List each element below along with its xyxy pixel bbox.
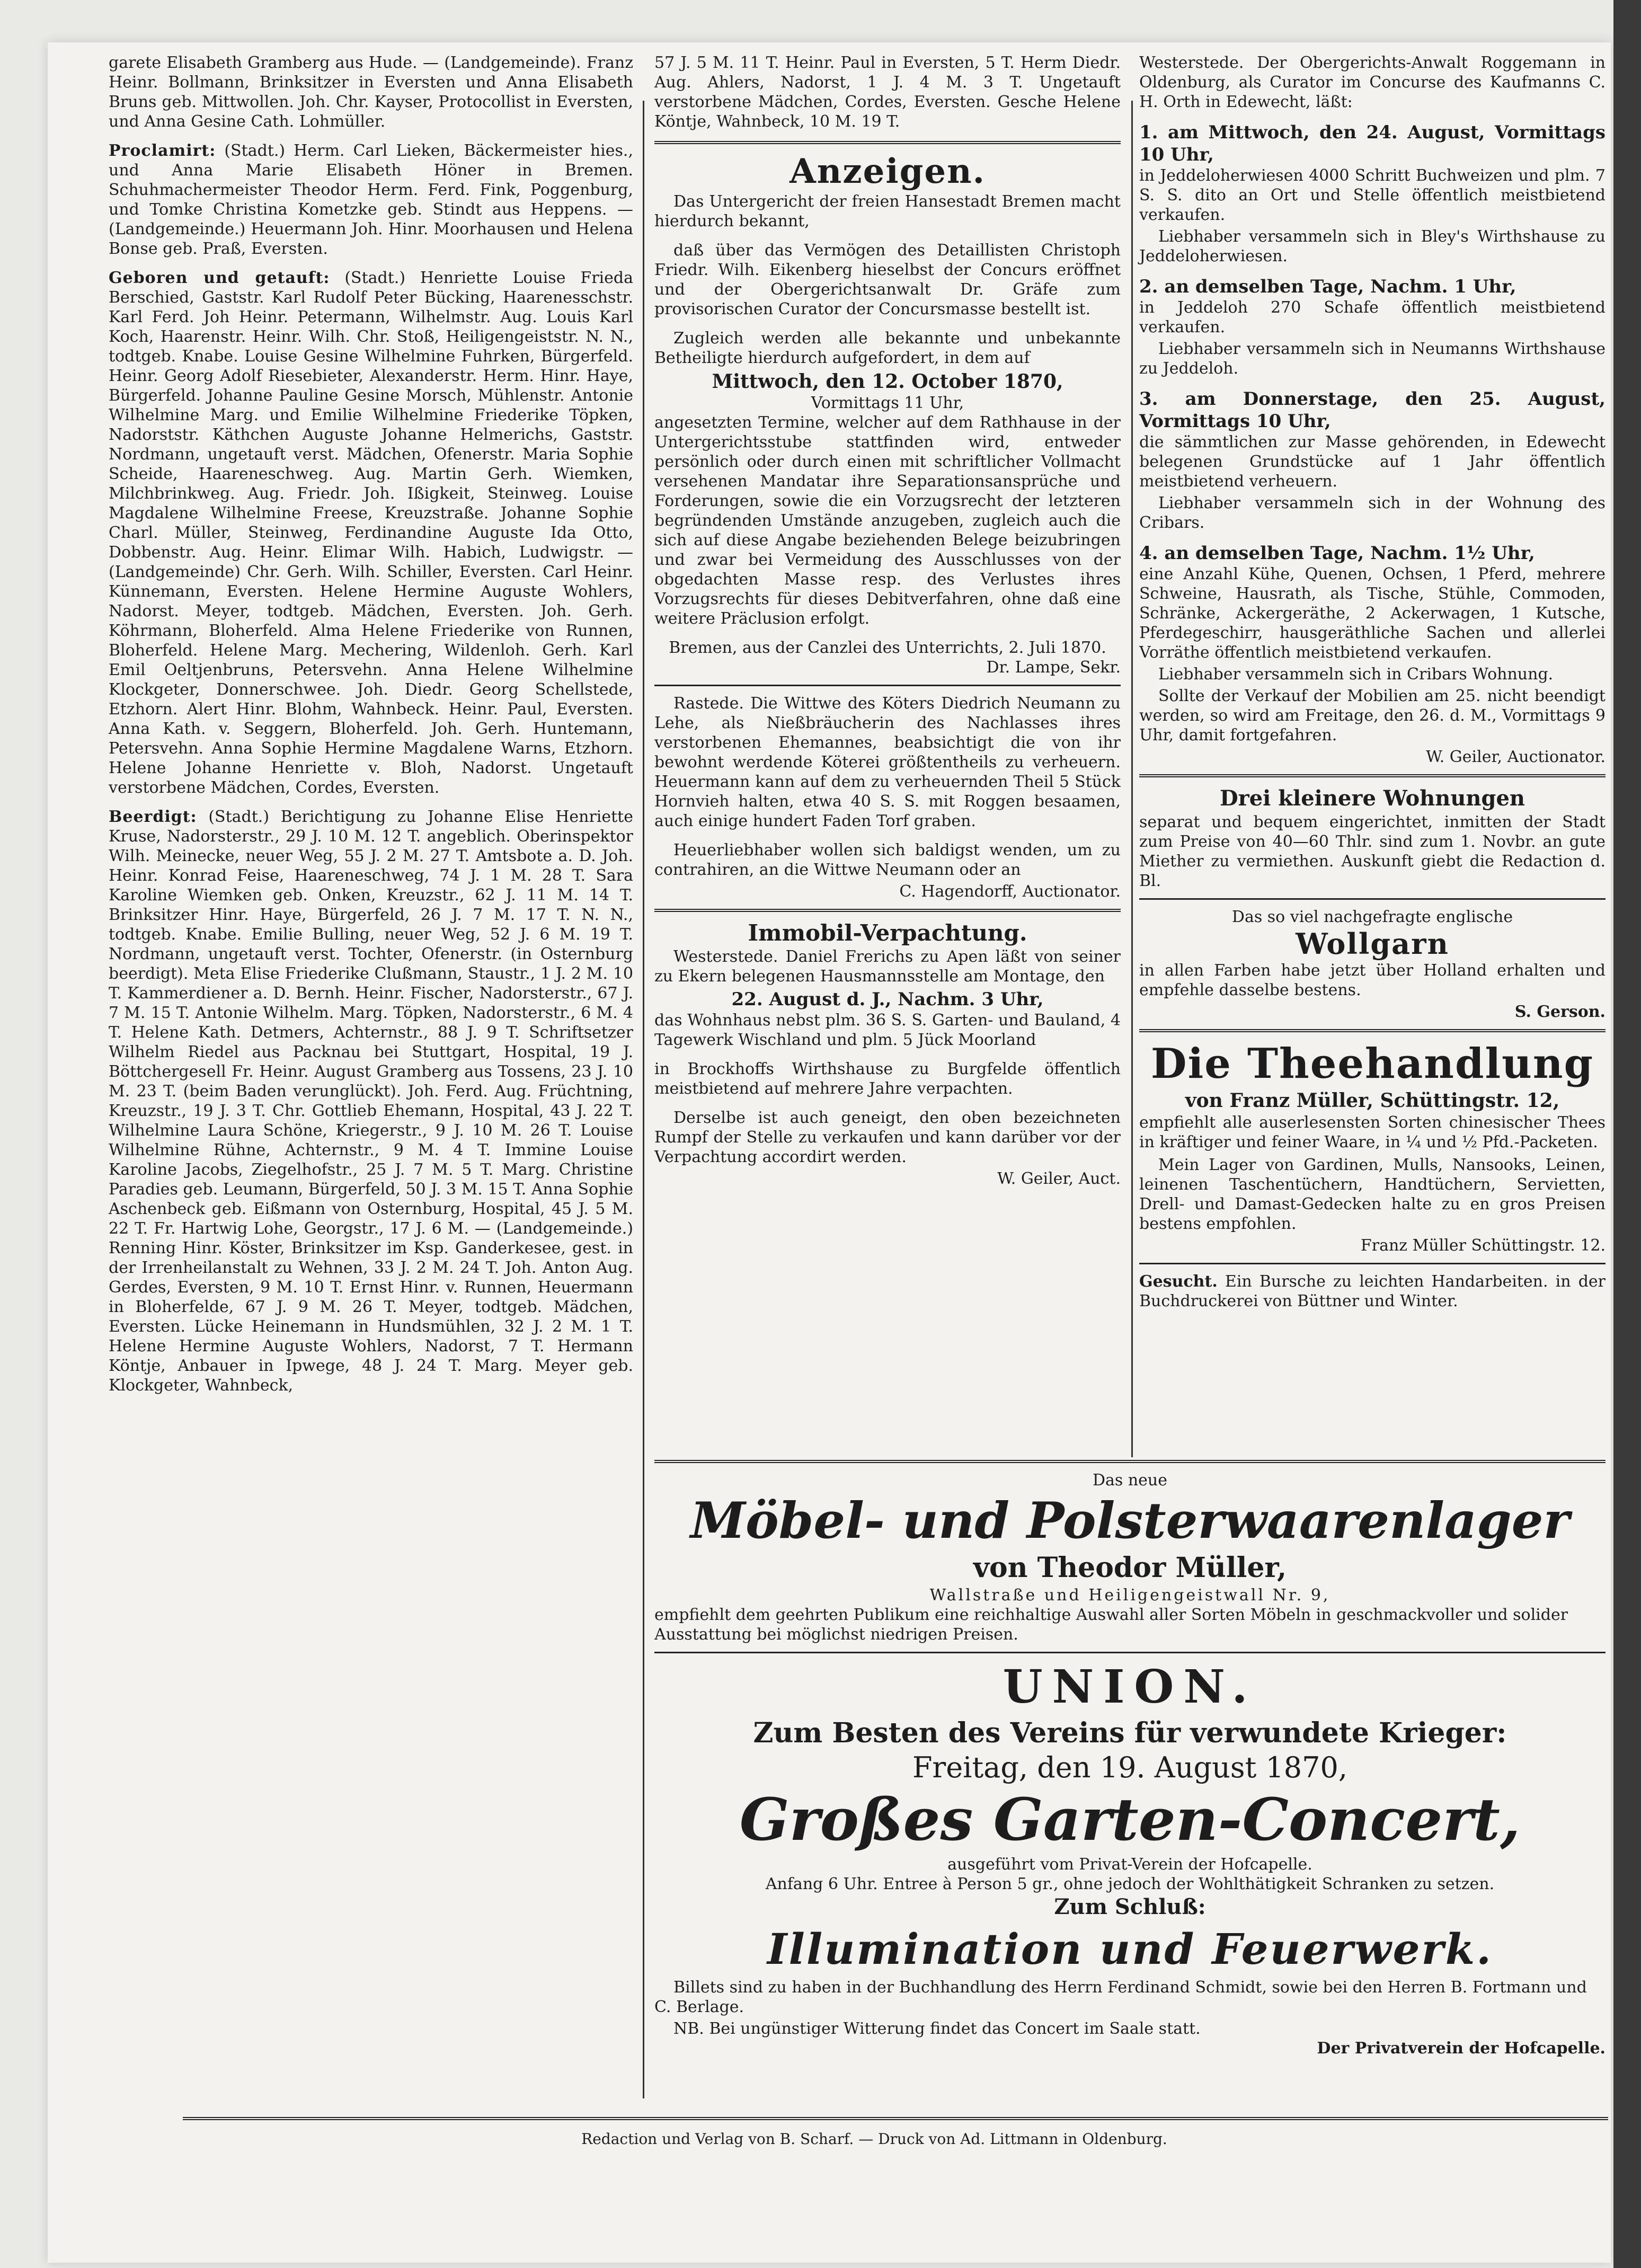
divider: [654, 1652, 1605, 1653]
wide-advertisements: [654, 1460, 1605, 2058]
column-rule-left: [643, 101, 644, 2098]
notice-bremen-intro: Das Untergericht der freien Hansestadt Bremen macht hierdurch bekannt,: [654, 192, 1121, 231]
auction-item-4-heading: 4. an demselben Tage, Nachm. 1½ Uhr,: [1139, 543, 1535, 564]
concert-finale: Illumination und Feuerwerk.: [767, 1924, 1493, 1974]
union-date: Freitag, den 19. August 1870,: [912, 1751, 1348, 1784]
auction-item-2-text: in Jeddeloh 270 Schafe öffentlich meistbietend verkaufen.: [1139, 298, 1605, 336]
geboren-heading: Geboren und getauft:: [109, 269, 330, 287]
theehandlung-lager: Mein Lager von Gardinen, Mulls, Nansooks, Leinen, leinenen Taschentüchern, Handtüchern, Servietten, Drell- und Damast-Gedecken halte zu en gros Preisen bestens empfohlen.: [1139, 1156, 1605, 1233]
wohnungen-text: separat und bequem eingerichtet, inmitten der Stadt zum Preise von 40—60 Thlr. sind zum 1. Novbr. an gute Miether zu vermiethen. Auskunft giebt die Redaction d. Bl.: [1139, 813, 1605, 890]
notice-bremen-terms: angesetzten Termine, welcher auf dem Rathhause in der Untergerichtsstube stattfinden wird, entweder persönlich oder durch einen mit schriftlicher Vollmacht versehenen Mandatar ihre Separationsansprüche und Forderungen, sowie die ein Vorzugsrecht der letzteren begründenden Umstände anzugeben, zugleich auch die sich auf diese Angabe beziehenden Belege beizubringen und zwar bei Vermeidung des Ausschlusses von der obgedachten Masse resp. des Verlustes ihres Vorzugsrechts für dieses Debitverfahren, ohne daß eine weitere Präclusion erfolgt.: [654, 413, 1121, 628]
verpachtung-date: 22. August d. J., Nachm. 3 Uhr,: [731, 989, 1044, 1010]
column-left: [109, 53, 633, 1405]
wollgarn-signature: S. Gerson.: [1514, 1003, 1605, 1021]
geboren-text: (Stadt.) Henriette Louise Frieda Berschied, Gaststr. Karl Rudolf Peter Bücking, Haarenesschstr. Karl Ferd. Joh Heinr. Petermann, Wilhelmstr. Aug. Louis Karl Koch, Haarenstr. Heinr. Wilh. Chr. Stoß, Heiligengeiststr. N. N., todtgeb. Knabe. Louise Gesine Wilhelmine Fuhrken, Bürgerfeld. Heinr. Georg Adolf Riesebieter, Alexanderstr. Herm. Hinr. Haye, Bürgerfeld. Johanne Pauline Gesine Morsch, Mühlenstr. Antonie Wilhelmine Marg. und Emilie Wilhelmine Friederike Töpken, Nadorststr. Käthchen Auguste Johanne Helmerichs, Gaststr. Nordmann, ungetauft verst. Mädchen, Ofenerstr. Maria Sophie Scheide, Haareneschweg. Aug. Martin Gerh. Wiemken, Milchbrinkweg. Aug. Friedr. Joh. Ißigkeit, Steinweg. Louise Magdalene Wilhelmine Freese, Kreuzstraße. Johanne Sophie Charl. Müller, Steinweg, Ferdinandine Auguste Ida Otto, Dobbenstr. Aug. Heinr. Elimar Wilh. Habich, Ludwigstr. — (Landgemeinde) Chr. Gerh. Wilh. Schiller, Eversten. Carl Heinr. Künnemann, Eversten. Helene Hermine Auguste Wohlers, Nadorst. Meyer, todtgeb. Mädchen, Eversten. Joh. Gerh. Köhrmann, Bloherfeld. Alma Helene Friederike von Runnen, Bloherfeld. Helene Marg. Mechering, Wildenloh. Gerh. Karl Emil Oeltjenbruns, Petersvehn. Anna Helene Wilhelmine Klockgeter, Donnerschwee. Joh. Diedr. Georg Schellstede, Etzhorn. Alert Hinr. Blohm, Wahnbeck. Heinr. Paul, Eversten. Anna Kath. v. Seggern, Bloherfeld. Joh. Gerh. Huntemann, Petersvehn. Anna Sophie Hermine Magdalene Warns, Etzhorn. Helene Johanne Henriette v. Bloh, Nadorst. Ungetauft verstorbene Mädchen, Cordes, Eversten.: [109, 269, 633, 797]
beerdigt-heading: Beerdigt:: [109, 808, 197, 826]
beerdigt-section: [109, 807, 633, 1395]
auction-item-3-text: die sämmtlichen zur Masse gehörenden, in Edewecht belegenen Grundstücke auf 1 Jahr öffentlich meistbietend verheuern.: [1139, 433, 1605, 491]
gesucht-notice: [1139, 1272, 1605, 1311]
theehandlung-title: Die Theehandlung: [1150, 1040, 1594, 1088]
moebel-das-neue: Das neue: [1092, 1471, 1168, 1490]
auction-item-2-heading: 2. an demselben Tage, Nachm. 1 Uhr,: [1139, 276, 1516, 297]
beerdigt-text: (Stadt.) Berichtigung zu Johanne Elise Henriette Kruse, Nadorsterstr., 29 J. 10 M. 12 T. angeblich. Oberinspektor Wilh. Meinecke, neuer Weg, 55 J. 2 M. 27 T. Amtsbote a. D. Joh. Heinr. Konrad Feise, Haareneschweg, 74 J. 1 M. 28 T. Sara Karoline Wiemken geb. Onken, Kreuzstr., 62 J. 11 M. 14 T. Brinksitzer Hinr. Haye, Bürgerfeld, 26 J. 7 M. 17 T. N. N., todtgeb. Knabe. Emilie Bulling, neuer Weg, 52 J. 6 M. 19 T. Nordmann, ungetauft verst. Tochter, Ofenerstr. (in Osternburg beerdigt). Meta Elise Friederike Clußmann, Staustr., 1 J. 2 M. 10 T. Kammerdiener a. D. Bernh. Heinr. Fischer, Nadorsterstr., 67 J. 7 M. 15 T. Antonie Wilhelm. Marg. Töpken, Nadorsterstr., 6 M. 4 T. Helene Kath. Detmers, Achternstr., 88 J. 9 T. Schriftsetzer Wilhelm Riedel aus Packnau bei Stuttgart, Hospital, 19 J. Böttchergesell Fr. Heinr. August Gramberg aus Tossens, 23 J. 10 M. 23 T. (beim Baden verunglückt). Joh. Ferd. Aug. Früchtning, Kreuzstr., 19 J. 3 T. Chr. Gottlieb Ehemann, Hospital, 43 J. 22 T. Wilhelmine Laura Schöne, Kriegerstr., 9 J. 10 M. 26 T. Louise Wilhelmine Rühne, Achternstr., 9 M. 4 T. Immine Louise Karoline Jacobs, Ziegelhofstr., 25 J. 7 M. 5 T. Marg. Christine Paradies geb. Leumann, Bürgerfeld, 50 J. 3 M. 15 T. Anna Sophie Aschenbeck geb. Eißmann von Osternburg, Hospital, 45 J. 5 M. 22 T. Fr. Hartwig Lohe, Georgstr., 17 J. 6 M. — (Landgemeinde.) Renning Hinr. Köster, Brinksitzer im Ksp. Ganderkesee, gest. in der Irrenheilanstalt zu Wehnen, 33 J. 2 M. 24 T. Joh. Anton Aug. Gerdes, Eversten, 9 M. 10 T. Ernst Hinr. v. Runnen, Heuermann in Bloherfelde, 67 J. 9 M. 26 T. Meyer, todtgeb. Mädchen, Eversten. Lücke Heinemann in Hundsmühlen, 32 J. 2 M. 1 T. Helene Hermine Auguste Wohlers, Nadorst, 7 T. Hermann Köntje, Anbauer in Ipwege, 48 J. 24 T. Marg. Meyer geb. Klockgeter, Wahnbeck,: [109, 808, 633, 1395]
theehandlung-signature: Franz Müller Schüttingstr. 12.: [1360, 1236, 1605, 1255]
notice-bremen-call: Zugleich werden alle bekannte und unbekannte Betheiligte hierdurch aufgefordert, in dem auf: [654, 329, 1121, 367]
verpachtung-items: das Wohnhaus nebst plm. 36 S. S. Garten- und Bauland, 4 Tagewerk Wischland und plm. 5 Jück Moorland: [654, 1011, 1121, 1049]
concert-performer: ausgeführt vom Privat-Verein der Hofcapelle.: [947, 1855, 1312, 1874]
auction-item-4-text: eine Anzahl Kühe, Quenen, Ochsen, 1 Pferd, mehrere Schweine, Hausrath, als Tische, Stühle, Commoden, Schränke, Ackergeräthe, 2 Ackerwagen, 1 Kutsche, Pferdegeschirr, hausgeräthliche Sachen und allerlei Vorräthe öffentlich meistbietend verkaufen.: [1139, 565, 1605, 662]
notice-bremen-signature: Dr. Lampe, Sekr.: [986, 658, 1121, 677]
verpachtung-title: Immobil-Verpachtung.: [748, 920, 1027, 946]
concert-entry: Anfang 6 Uhr. Entree à Person 5 gr., ohne jedoch der Wohlthätigkeit Schranken zu setzen.: [765, 1875, 1495, 1893]
notice-bremen-place: Bremen, aus der Canzlei des Unterrichts, 2. Juli 1870.: [669, 639, 1106, 657]
auction-item-1-text: in Jeddeloherwiesen 4000 Schritt Buchweizen und plm. 7 S. S. dito an Ort und Stelle öffentlich meistbietend verkaufen.: [1139, 166, 1605, 224]
union-title: UNION.: [1003, 1660, 1257, 1714]
notice-rastede-contact: Heuerliebhaber wollen sich baldigst wenden, um zu contrahiren, an die Wittwe Neumann oder an: [654, 841, 1121, 879]
concert-signature: Der Privatverein der Hofcapelle.: [1317, 2039, 1605, 2058]
scan-edge: [1613, 0, 1641, 2268]
concert-tickets: Billets sind zu haben in der Buchhandlung des Herrn Ferdinand Schmidt, sowie bei den Herren B. Fortmann und C. Berlage.: [654, 1978, 1587, 2016]
notice-rastede-body: Rastede. Die Wittwe des Köters Diedrich Neumann zu Lehe, als Nießbräucherin des Nachlasses ihres verstorbenen Ehemannes, beabsichtigt die von ihr bewohnt werdende Köterei größtentheils zu verheuern. Heuermann kann auf dem zu verheuernden Theil 5 Stück Hornvieh halten, etwa 40 S. S. mit Roggen besaamen, auch einige hundert Faden Torf graben.: [654, 694, 1121, 830]
auction-item-4-note: Liebhaber versammeln sich in Cribars Wohnung.: [1158, 665, 1554, 684]
wollgarn-title: Wollgarn: [1296, 927, 1449, 961]
verpachtung-place: in Brockhoffs Wirthshause zu Burgfelde öffentlich meistbietend auf mehrere Jahre verpachten.: [654, 1060, 1121, 1098]
divider: [1139, 898, 1605, 900]
notice-bremen-time: Vormittags 11 Uhr,: [811, 394, 964, 412]
divider: [654, 685, 1121, 686]
union-cause: Zum Besten des Vereins für verwundete Krieger:: [753, 1717, 1507, 1749]
wohnungen-title: Drei kleinere Wohnungen: [1219, 786, 1525, 811]
notice-bremen-date: Mittwoch, den 12. October 1870,: [712, 370, 1063, 393]
continued-paragraph: 57 J. 5 M. 11 T. Heinr. Paul in Eversten, 5 T. Herm Diedr. Aug. Ahlers, Nadorst, 1 J. 4 M. 3 T. Ungetauft verstorbene Mädchen, Cordes, Eversten. Gesche Helene Köntje, Wahnbeck, 10 M. 19 T.: [654, 54, 1121, 131]
verpachtung-note: Derselbe ist auch geneigt, den oben bezeichneten Rumpf der Stelle zu verkaufen und kann darüber vor der Verpachtung accordirt werden.: [654, 1109, 1121, 1166]
divider: [1139, 1029, 1605, 1032]
concert-finale-label: Zum Schluß:: [1054, 1894, 1206, 1919]
theehandlung-text: empfiehlt alle auserlesensten Sorten chinesischer Thees in kräftiger und feiner Waare, in ¼ und ½ Pfd.-Packeten.: [1139, 1113, 1605, 1151]
auction-item-2-note: Liebhaber versammeln sich in Neumanns Wirthshause zu Jeddeloh.: [1139, 340, 1605, 378]
divider: [1139, 1263, 1605, 1264]
wollgarn-text: in allen Farben habe jetzt über Holland erhalten und empfehle dasselbe bestens.: [1139, 961, 1605, 999]
intro-paragraph: garete Elisabeth Gramberg aus Hude. — (Landgemeinde). Franz Heinr. Bollmann, Brinksitzer in Eversten und Anna Elisabeth Bruns geb. Mittwollen. Joh. Chr. Kayser, Protocollist in Eversten, und Anna Gesine Cath. Lohmüller.: [109, 54, 633, 131]
divider: [1139, 774, 1605, 777]
auction-item-1-note: Liebhaber versammeln sich in Bley's Wirthshause zu Jeddeloherwiesen.: [1139, 227, 1605, 265]
auction-signature: W. Geiler, Auctionator.: [1426, 748, 1605, 766]
anzeigen-title: Anzeigen.: [790, 152, 986, 191]
column-right: [1139, 53, 1605, 1321]
concert-title: Großes Garten-Concert,: [739, 1785, 1521, 1854]
imprint: Redaction und Verlag von B. Scharf. — Druck von Ad. Littmann in Oldenburg.: [581, 2130, 1167, 2148]
auction-item-3-note: Liebhaber versammeln sich in der Wohnung des Cribars.: [1139, 494, 1605, 532]
column-rule-right: [1131, 101, 1133, 1457]
auction-intro: Westerstede. Der Obergerichts-Anwalt Roggemann in Oldenburg, als Curator im Concurse des Kaufmanns C. H. Orth in Edewecht, läßt:: [1139, 54, 1605, 111]
auction-item-1-heading: 1. am Mittwoch, den 24. August, Vormittags 10 Uhr,: [1139, 122, 1605, 165]
auction-item-4-continuation: Sollte der Verkauf der Mobilien am 25. nicht beendigt werden, so wird am Freitage, den 26. d. M., Vormittags 9 Uhr, damit fortgefahren.: [1139, 687, 1605, 745]
divider: [654, 1460, 1605, 1463]
footer-rule: [183, 2117, 1608, 2120]
gesucht-heading: Gesucht.: [1139, 1272, 1218, 1291]
moebel-owner: von Theodor Müller,: [973, 1552, 1287, 1584]
wollgarn-intro: Das so viel nachgefragte englische: [1231, 908, 1513, 926]
concert-note: NB. Bei ungünstiger Witterung findet das Concert im Saale statt.: [673, 2019, 1201, 2038]
geboren-section: [109, 268, 633, 798]
auction-item-3-heading: 3. am Donnerstage, den 25. August, Vormittags 10 Uhr,: [1139, 388, 1605, 432]
divider: [654, 909, 1121, 912]
column-middle: [654, 53, 1121, 1189]
notice-rastede-signature: C. Hagendorff, Auctionator.: [899, 882, 1121, 901]
moebel-address: Wallstraße und Heiligengeistwall Nr. 9,: [929, 1586, 1330, 1605]
proclamirt-heading: Proclamirt:: [109, 141, 216, 160]
proclamirt-section: [109, 141, 633, 259]
divider: [654, 141, 1121, 144]
gesucht-text: Ein Bursche zu leichten Handarbeiten. in der Buchdruckerei von Büttner und Winter.: [1139, 1272, 1605, 1310]
theehandlung-subtitle: von Franz Müller, Schüttingstr. 12,: [1185, 1089, 1560, 1112]
verpachtung-intro: Westerstede. Daniel Frerichs zu Apen läßt von seiner zu Ekern belegenen Hausmannsstelle am Montage, den: [654, 947, 1121, 986]
moebel-text: empfiehlt dem geehrten Publikum eine reichhaltige Auswahl aller Sorten Möbeln in geschmackvoller und solider Ausstattung bei möglichst niedrigen Preisen.: [654, 1606, 1568, 1644]
verpachtung-signature: W. Geiler, Auct.: [997, 1170, 1121, 1188]
proclamirt-text: (Stadt.) Herm. Carl Lieken, Bäckermeister hies., und Anna Marie Elisabeth Höner in Bremen. Schuhmachermeister Theodor Herm. Ferd. Fink, Poggenburg, und Tomke Christina Kometzke geb. Stindt aus Heppens. — (Landgemeinde.) Heuermann Joh. Hinr. Moorhausen und Helena Bonse geb. Praß, Eversten.: [109, 141, 633, 258]
notice-bremen-body: daß über das Vermögen des Detaillisten Christoph Friedr. Wilh. Eikenberg hieselbst der Concurs eröffnet und der Obergerichtsanwalt Dr. Gräfe zum provisorischen Curator der Concursmasse bestellt ist.: [654, 241, 1121, 318]
moebel-title: Möbel- und Polsterwaarenlager: [690, 1492, 1570, 1550]
